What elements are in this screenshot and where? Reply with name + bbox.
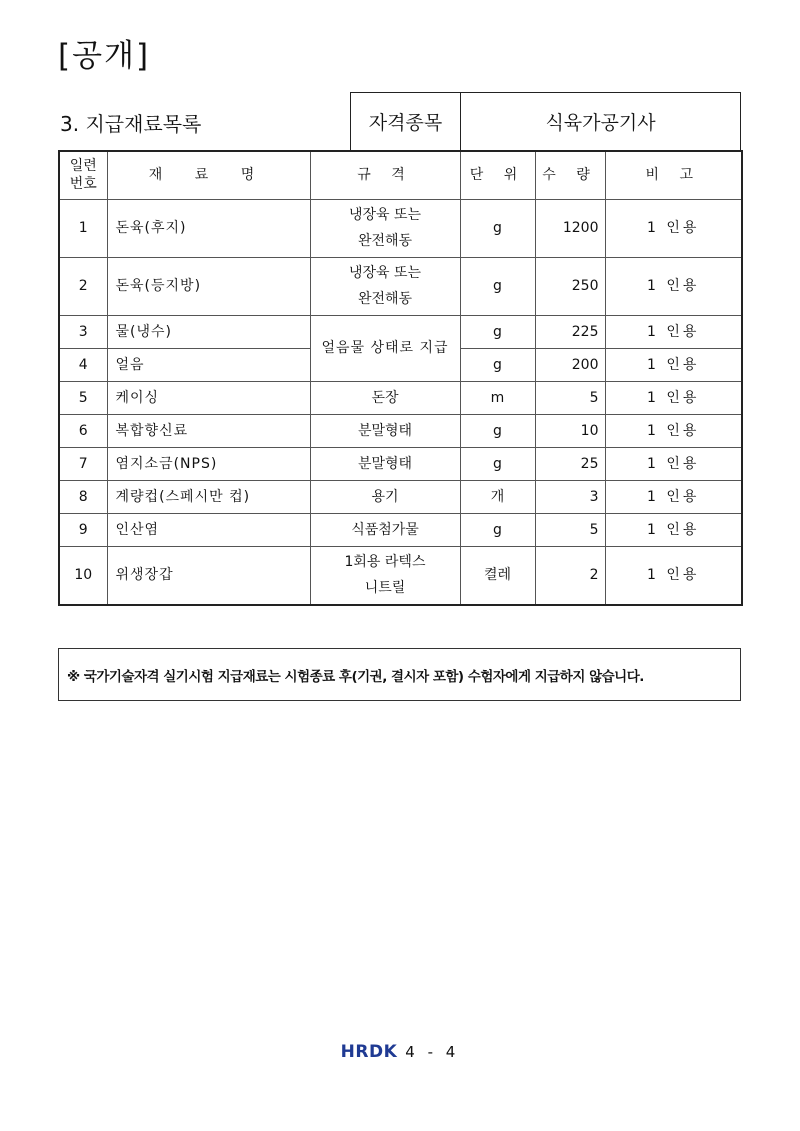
row-qty: 250 xyxy=(535,258,605,316)
section-title: 3. 지급재료목록 xyxy=(60,112,202,136)
row-no: 5 xyxy=(59,382,107,415)
row-no: 2 xyxy=(59,258,107,316)
row-note: 1 인용 xyxy=(605,547,742,606)
row-name: 케이싱 xyxy=(107,382,310,415)
row-qty: 10 xyxy=(535,415,605,448)
header-box xyxy=(58,92,741,150)
row-no: 8 xyxy=(59,481,107,514)
hrdk-logo: HRDK xyxy=(340,1042,398,1062)
row-no: 4 xyxy=(59,349,107,382)
row-qty: 25 xyxy=(535,448,605,481)
row-qty: 225 xyxy=(535,316,605,349)
row-unit: g xyxy=(460,316,535,349)
row-note: 1 인용 xyxy=(605,316,742,349)
row-note: 1 인용 xyxy=(605,382,742,415)
table-row xyxy=(59,200,742,258)
row-spec: 분말형태 xyxy=(310,415,460,448)
table-row xyxy=(59,415,742,448)
row-unit: g xyxy=(460,349,535,382)
notice-box xyxy=(58,648,741,701)
row-name: 인산염 xyxy=(107,514,310,547)
header-no: 일련 번호 xyxy=(59,151,107,200)
row-spec: 1회용 라텍스 니트릴 xyxy=(310,547,460,606)
row-qty: 1200 xyxy=(535,200,605,258)
row-spec: 얼음물 상태로 지급 xyxy=(310,316,460,382)
row-no: 9 xyxy=(59,514,107,547)
row-unit: 개 xyxy=(460,481,535,514)
row-qty: 5 xyxy=(535,382,605,415)
row-no: 7 xyxy=(59,448,107,481)
materials-table xyxy=(58,150,743,606)
row-name: 물(냉수) xyxy=(107,316,310,349)
row-no: 6 xyxy=(59,415,107,448)
row-note: 1 인용 xyxy=(605,514,742,547)
row-spec: 냉장육 또는 완전해동 xyxy=(310,200,460,258)
row-note: 1 인용 xyxy=(605,481,742,514)
row-note: 1 인용 xyxy=(605,448,742,481)
row-no: 1 xyxy=(59,200,107,258)
row-name: 돈육(후지) xyxy=(107,200,310,258)
row-name: 돈육(등지방) xyxy=(107,258,310,316)
row-spec: 돈장 xyxy=(310,382,460,415)
row-note: 1 인용 xyxy=(605,258,742,316)
row-qty: 5 xyxy=(535,514,605,547)
row-qty: 200 xyxy=(535,349,605,382)
header-note: 비 고 xyxy=(605,151,742,200)
table-header-row xyxy=(59,151,742,200)
row-spec: 식품첨가물 xyxy=(310,514,460,547)
row-note: 1 인용 xyxy=(605,200,742,258)
page-tag: [공개] xyxy=(58,38,151,74)
table-row xyxy=(59,547,742,606)
notice-text: ※ 국가기술자격 실기시험 지급재료는 시험종료 후(기권, 결시자 포함) 수험자에게 지급하지 않습니다. xyxy=(67,668,644,685)
row-unit: 켤레 xyxy=(460,547,535,606)
row-spec: 냉장육 또는 완전해동 xyxy=(310,258,460,316)
row-unit: g xyxy=(460,415,535,448)
row-qty: 2 xyxy=(535,547,605,606)
row-spec: 분말형태 xyxy=(310,448,460,481)
table-row xyxy=(59,514,742,547)
header-spec: 규 격 xyxy=(310,151,460,200)
table-row xyxy=(59,382,742,415)
table-row xyxy=(59,448,742,481)
row-no: 3 xyxy=(59,316,107,349)
row-no: 10 xyxy=(59,547,107,606)
row-name: 얼음 xyxy=(107,349,310,382)
footer xyxy=(0,1042,800,1062)
row-unit: g xyxy=(460,448,535,481)
header-qty: 수 량 xyxy=(535,151,605,200)
table-row xyxy=(59,258,742,316)
row-name: 계량컵(스페시만 컵) xyxy=(107,481,310,514)
row-note: 1 인용 xyxy=(605,415,742,448)
table-row xyxy=(59,481,742,514)
row-name: 위생장갑 xyxy=(107,547,310,606)
row-spec: 용기 xyxy=(310,481,460,514)
row-qty: 3 xyxy=(535,481,605,514)
row-note: 1 인용 xyxy=(605,349,742,382)
header-name: 재 료 명 xyxy=(107,151,310,200)
row-unit: g xyxy=(460,514,535,547)
cert-label: 자격종목 xyxy=(350,92,460,150)
row-unit: g xyxy=(460,200,535,258)
row-unit: m xyxy=(460,382,535,415)
table-row xyxy=(59,316,742,349)
row-name: 염지소금(NPS) xyxy=(107,448,310,481)
cert-value: 식육가공기사 xyxy=(460,92,741,150)
page-number: 4 - 4 xyxy=(405,1043,460,1061)
row-unit: g xyxy=(460,258,535,316)
row-name: 복합향신료 xyxy=(107,415,310,448)
header-unit: 단 위 xyxy=(460,151,535,200)
